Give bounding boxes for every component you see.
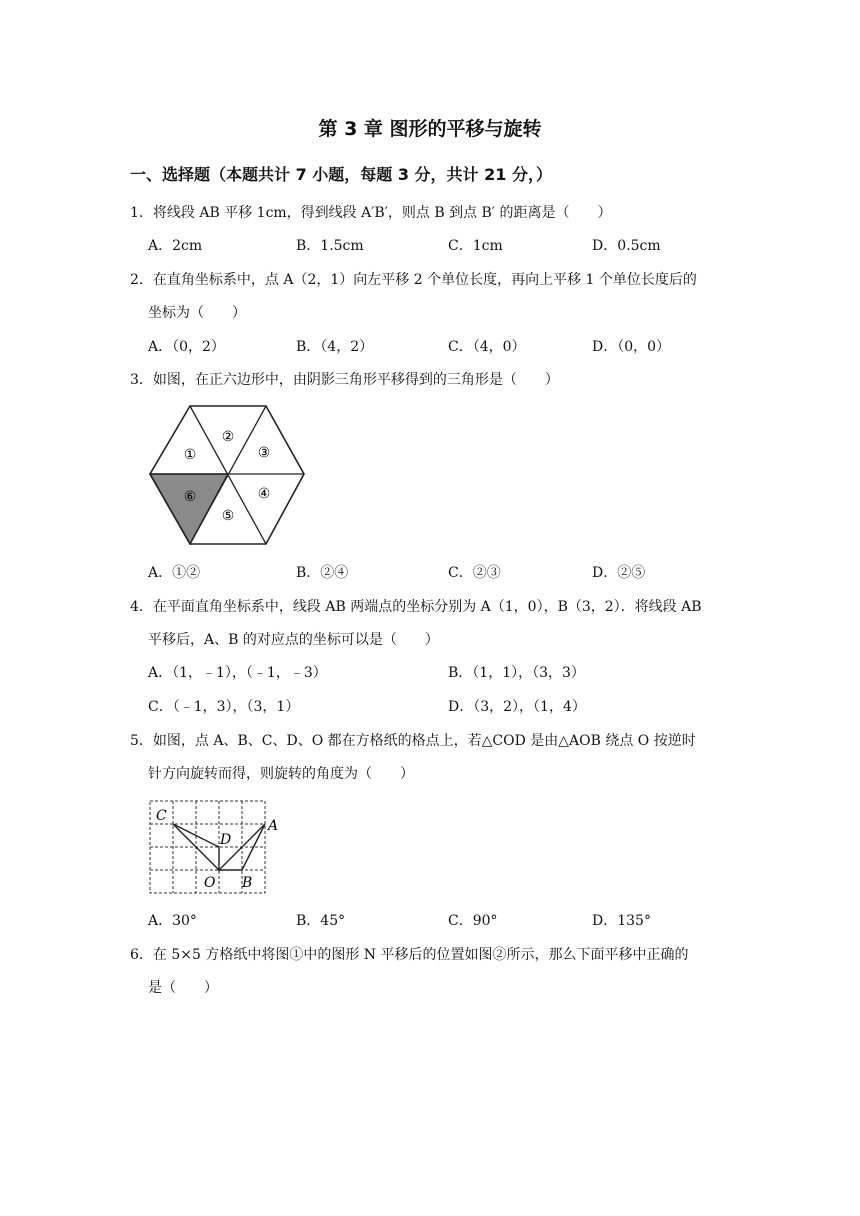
page-title: 第 3 章 图形的平移与旋转	[318, 118, 542, 140]
question-2-option-c: C．（4，0）	[448, 339, 526, 355]
question-1-option-c: C．1cm	[448, 238, 503, 254]
question-3-option-c: C．②③	[448, 565, 501, 581]
question-5-text-line-1: 5．如图，点 A、B、C、D、O 都在方格纸的格点上，若△COD 是由△AOB 绕点 O 按逆时	[130, 733, 696, 749]
triangle-label-2: ②	[221, 429, 235, 445]
question-2-text-line-1: 2．在直角坐标系中，点 A（2，1）向左平移 2 个单位长度，再向上平移 1 个单位长度后的	[130, 272, 697, 288]
question-1-text: 1．将线段 AB 平移 1cm，得到线段 A′B′，则点 B 到点 B′ 的距离是（ ）	[130, 205, 612, 221]
grid-figure	[146, 798, 286, 896]
question-4-option-c: C．（﹣1，3），（3，1）	[148, 699, 300, 715]
question-1-option-d: D．0.5cm	[592, 238, 661, 254]
shaded-triangle	[150, 474, 228, 544]
question-5-option-a: A．30°	[148, 913, 197, 929]
question-5-option-b: B．45°	[296, 913, 346, 929]
question-4-text-line-2: 平移后，A、B 的对应点的坐标可以是（ ）	[148, 632, 439, 648]
triangle-label-5: ⑤	[221, 508, 235, 524]
point-label-b: B	[242, 875, 253, 891]
triangle-label-3: ③	[257, 445, 271, 461]
question-6-text-line-2: 是（ ）	[148, 980, 218, 996]
question-4-option-b: B．（1，1），（3，3）	[448, 665, 585, 681]
question-5-text-line-2: 针方向旋转而得，则旋转的角度为（ ）	[148, 766, 414, 782]
point-label-o: O	[204, 875, 216, 891]
triangle-label-1: ①	[183, 447, 197, 463]
triangle-label-6: ⑥	[183, 489, 197, 505]
section-heading: 一、选择题（本题共计 7 小题，每题 3 分，共计 21 分，）	[130, 165, 552, 184]
question-1-option-a: A．2cm	[148, 238, 203, 254]
question-3-option-b: B．②④	[296, 565, 349, 581]
question-6-text-line-1: 6．在 5×5 方格纸中将图①中的图形 N 平移后的位置如图②所示，那么下面平移中正确的	[130, 947, 689, 963]
question-2-option-b: B．（4，2）	[296, 339, 374, 355]
question-5-option-c: C．90°	[448, 913, 498, 929]
question-3-text: 3．如图，在正六边形中，由阴影三角形平移得到的三角形是（ ）	[130, 372, 559, 388]
question-4-text-line-1: 4．在平面直角坐标系中，线段 AB 两端点的坐标分别为 A（1，0），B（3，2）．将线段 AB	[130, 599, 702, 615]
question-3-option-a: A．①②	[148, 565, 201, 581]
question-1-option-b: B．1.5cm	[296, 238, 364, 254]
triangle-label-4: ④	[257, 486, 271, 502]
hexagon-figure	[146, 404, 306, 548]
question-5-option-d: D．135°	[592, 913, 651, 929]
question-4-option-a: A．（1，﹣1），（﹣1，﹣3）	[148, 665, 327, 681]
question-2-option-d: D．（0，0）	[592, 339, 671, 355]
point-label-a: A	[268, 818, 279, 834]
question-2-text-line-2: 坐标为（ ）	[148, 305, 246, 321]
question-3-option-d: D．②⑤	[592, 565, 646, 581]
point-label-d: D	[220, 832, 232, 848]
question-2-option-a: A．（0，2）	[148, 339, 225, 355]
point-label-c: C	[156, 808, 167, 824]
question-4-option-d: D．（3，2），（1，4）	[448, 699, 586, 715]
